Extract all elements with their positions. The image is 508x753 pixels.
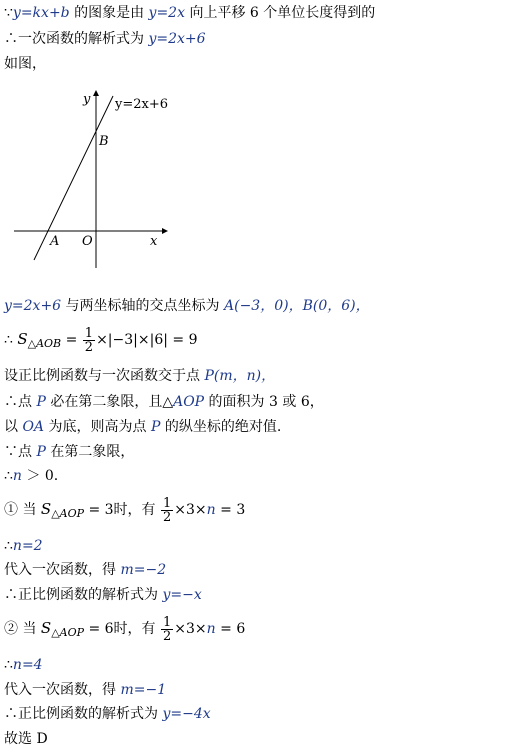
text: 必在第二象限，且△ [45, 394, 174, 410]
graph-line [34, 96, 113, 260]
therefore-symbol: ∴ [4, 538, 13, 554]
origin-label: O [82, 234, 93, 249]
text: ∴一次函数的解析式为 [4, 31, 149, 47]
statement-line-13 [4, 561, 166, 579]
statement-line-1 [4, 4, 375, 22]
fraction-denominator: 2 [84, 339, 94, 355]
text: 代入一次函数，得 [4, 682, 121, 698]
statement-line-5 [4, 322, 198, 361]
equation: y=2x+6 [4, 298, 62, 314]
point-b-label: B [99, 134, 109, 149]
equation: y=2x [148, 5, 185, 21]
point-a-label: A [50, 234, 60, 249]
point-p: P [150, 419, 161, 435]
text: 的图象是由 [69, 5, 149, 21]
text: = 6 [215, 621, 246, 637]
equation: y=2x+6 [148, 31, 206, 47]
therefore-symbol: ∴ [4, 332, 18, 348]
equation: m=−2 [120, 562, 167, 578]
variable-n: n [206, 621, 216, 637]
statement-line-2 [4, 30, 206, 48]
statement-line-6 [4, 367, 275, 385]
point-a-coord: A(−3，0)， [224, 298, 303, 314]
text: 代入一次函数，得 [4, 562, 121, 578]
equation: y=kx+b [12, 5, 70, 21]
text: 以 [4, 419, 23, 435]
statement-line-16 [4, 656, 43, 674]
area-symbol: S [40, 500, 52, 518]
statement-line-9 [4, 443, 134, 461]
text: ∵点 [4, 444, 37, 460]
variable-n: n [206, 502, 216, 518]
text: = 3时，有 [84, 502, 161, 518]
equation: n=4 [12, 657, 43, 673]
y-axis-label: y [83, 92, 91, 107]
area-symbol: S [17, 330, 28, 348]
fraction-denominator: 2 [163, 628, 172, 644]
case-1-line [4, 492, 245, 531]
text: = 6时，有 [84, 621, 161, 637]
line-label: y=2x+6 [115, 97, 169, 112]
triangle-name: AOP [173, 394, 205, 410]
variable-n: n [12, 468, 22, 484]
text: ×3× [174, 502, 207, 518]
case-marker: ① 当 [4, 502, 41, 518]
point-p: P [36, 444, 46, 460]
text: 为底，则高为点 [44, 419, 151, 435]
text: 向上平移 6 个单位长度得到的 [185, 5, 376, 21]
therefore-symbol: ∴ [4, 657, 13, 673]
fraction-numerator: 1 [163, 614, 172, 630]
text: ×3× [174, 621, 207, 637]
text: 的面积为 3 或 6， [204, 394, 324, 410]
point-p: P(m，n)， [204, 368, 276, 384]
statement-line-14 [4, 586, 202, 604]
fraction-numerator: 1 [163, 495, 172, 511]
x-axis-arrow [162, 228, 168, 234]
segment-oa: OA [22, 419, 45, 435]
equation: y=−x [162, 587, 202, 603]
statement-line-3 [4, 55, 46, 73]
text: ＞ 0. [21, 468, 59, 484]
area-subscript: △AOB [27, 337, 62, 350]
text: 与两坐标轴的交点坐标为 [61, 298, 224, 314]
fraction-denominator: 2 [163, 509, 172, 525]
fraction-half [161, 616, 173, 643]
statement-line-10 [4, 467, 58, 485]
text: 如图， [4, 56, 46, 72]
text: 在第二象限， [45, 444, 135, 460]
case-marker: ② 当 [4, 621, 41, 637]
statement-line-7 [4, 393, 324, 411]
y-axis-arrow [93, 90, 99, 96]
area-subscript: △AOP [51, 626, 85, 639]
text: ×|−3|×|6| = 9 [96, 332, 198, 348]
x-axis-label: x [150, 234, 158, 249]
area-symbol: S [40, 619, 52, 637]
fraction-half [161, 497, 173, 524]
text: ∴正比例函数的解析式为 [4, 587, 163, 603]
answer-line [4, 730, 48, 748]
coordinate-figure [10, 88, 170, 273]
text: ∴正比例函数的解析式为 [4, 706, 163, 722]
therefore-symbol: ∴ [4, 468, 13, 484]
equation: n=2 [12, 538, 43, 554]
equation: y=−4x [162, 706, 211, 722]
text: = [61, 332, 82, 348]
point-b-coord: B(0，6)， [302, 298, 370, 314]
because-symbol: ∵ [4, 5, 13, 21]
equation: m=−1 [120, 682, 167, 698]
text: ∴点 [4, 394, 37, 410]
text: 的纵坐标的绝对值. [160, 419, 282, 435]
point-p: P [36, 394, 46, 410]
statement-line-18 [4, 705, 211, 723]
fraction-half [83, 327, 95, 354]
case-2-line [4, 611, 245, 650]
area-subscript: △AOP [51, 507, 85, 520]
text: 设正比例函数与一次函数交于点 [4, 368, 205, 384]
statement-line-17 [4, 681, 166, 699]
statement-line-8 [4, 418, 281, 436]
text: = 3 [215, 502, 246, 518]
fraction-numerator: 1 [84, 325, 94, 341]
statement-line-4 [4, 297, 370, 315]
statement-line-12 [4, 537, 43, 555]
answer-text: 故选 D [4, 731, 48, 747]
